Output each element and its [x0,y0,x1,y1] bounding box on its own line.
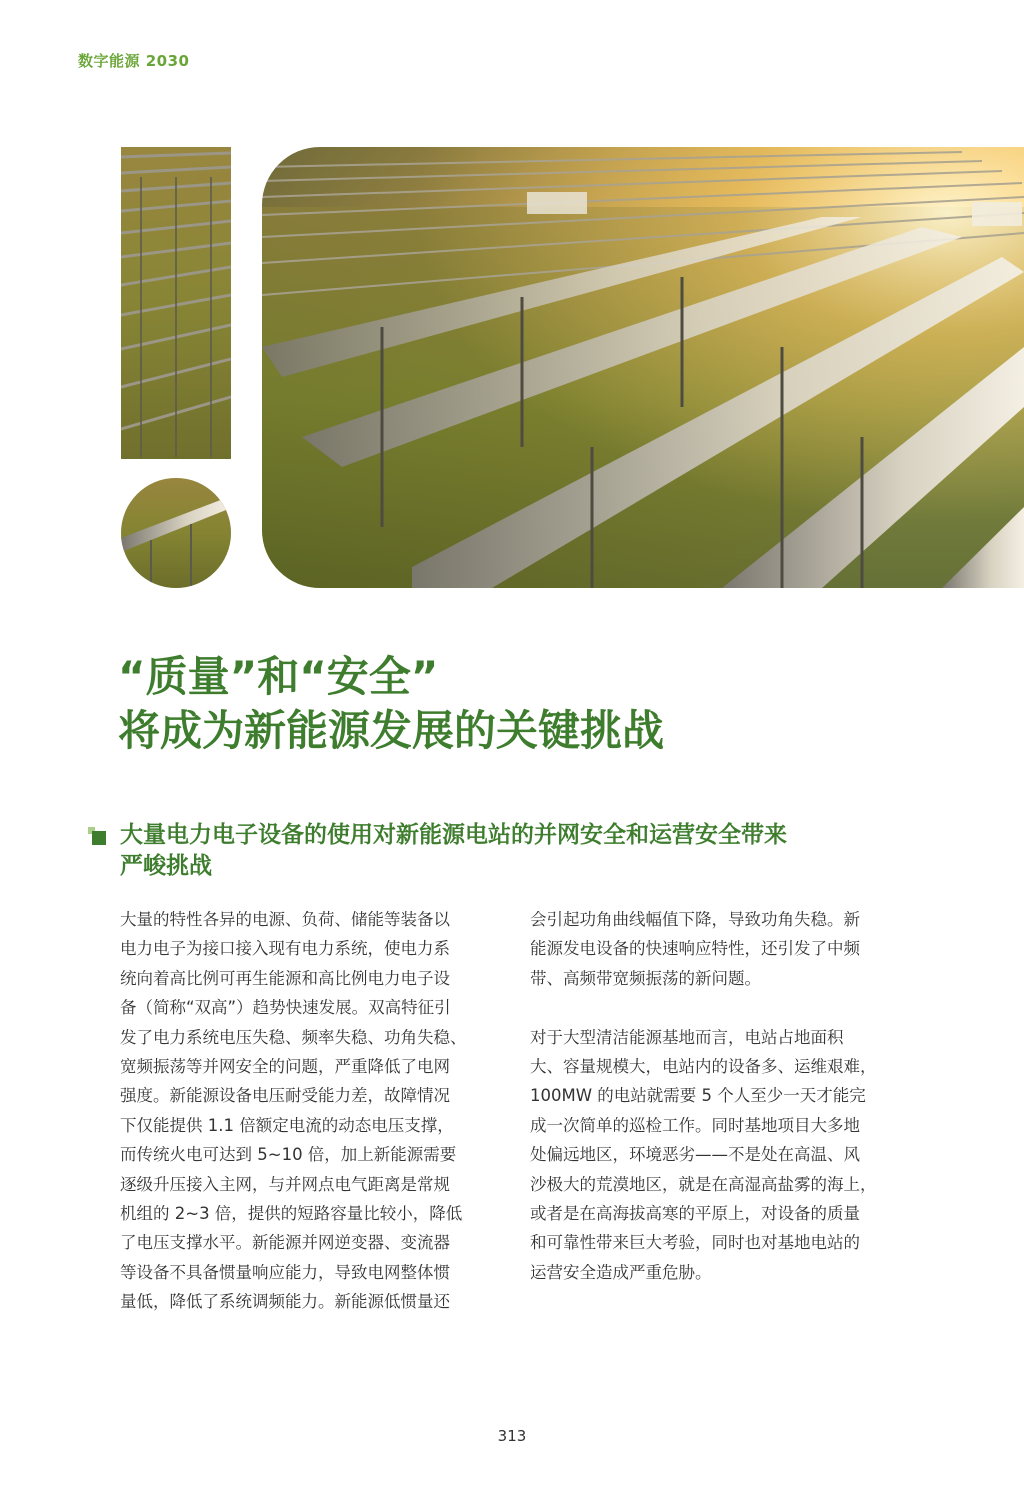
page-number: 313 [497,1427,527,1445]
section-heading-line-2: 严峻挑战 [120,853,212,879]
body-line: 带、高频带宽频振荡的新问题。 [530,968,761,988]
body-line: 备（简称“双高”）趋势快速发展。双高特征引 [120,998,451,1018]
body-line: 下仅能提供 1.1 倍额定电流的动态电压支撑， [120,1115,454,1135]
body-paragraph [530,905,910,993]
section-heading-text [120,820,928,882]
body-line: 成一次简单的巡检工作。同时基地项目大多地 [530,1115,860,1135]
body-line: 强度。新能源设备电压耐受能力差，故障情况 [120,1086,450,1106]
paragraph-gap [530,993,910,1022]
page-title [118,650,664,758]
solar-farm-photo-main [262,147,1024,588]
body-column-left [120,905,500,1317]
body-line: 处偏远地区，环境恶劣——不是处在高温、风 [530,1145,860,1165]
body-line: 电力电子为接口接入现有电力系统，使电力系 [120,939,450,959]
body-line: 机组的 2~3 倍，提供的短路容量比较小，降低 [120,1204,463,1224]
section-heading [88,820,928,882]
body-line: 逐级升压接入主网，与并网点电气距离是常规 [120,1174,450,1194]
body-column-right [530,905,910,1287]
body-line: 能源发电设备的快速响应特性，还引发了中频 [530,939,860,959]
solar-farm-photo-strip [121,147,231,459]
body-line: 会引起功角曲线幅值下降，导致功角失稳。新 [530,910,860,929]
body-line: 量低，降低了系统调频能力。新能源低惯量还 [120,1292,450,1312]
body-line: 了电压支撑水平。新能源并网逆变器、变流器 [120,1233,450,1253]
body-paragraph [530,1023,910,1288]
body-line: 发了电力系统电压失稳、频率失稳、功角失稳、 [120,1027,467,1047]
body-line: 宽频振荡等并网安全的问题，严重降低了电网 [120,1057,450,1077]
body-line: 沙极大的荒漠地区，就是在高湿高盐雾的海上， [530,1174,877,1194]
running-header: 数字能源 2030 [78,52,190,70]
body-line: 大、容量规模大，电站内的设备多、运维艰难， [530,1057,877,1077]
solar-farm-photo-circle [121,478,231,588]
body-line: 对于大型清洁能源基地而言，电站占地面积 [530,1027,844,1047]
body-line: 大量的特性各异的电源、负荷、储能等装备以 [120,910,450,929]
page-title-line-1: “质量”和“安全” [118,652,439,701]
page-title-line-2: 将成为新能源发展的关键挑战 [118,706,665,755]
body-line: 等设备不具备惯量响应能力，导致电网整体惯 [120,1262,450,1282]
square-bullet-icon [88,827,106,845]
body-line: 而传统火电可达到 5~10 倍，加上新能源需要 [120,1145,457,1165]
body-line: 运营安全造成严重危胁。 [530,1262,712,1282]
body-line: 100MW 的电站就需要 5 个人至少一天才能完 [530,1086,866,1106]
body-line: 统向着高比例可再生能源和高比例电力电子设 [120,968,450,988]
section-heading-line-1: 大量电力电子设备的使用对新能源电站的并网安全和运营安全带来 [120,822,787,848]
body-paragraph [120,905,500,1317]
body-line: 和可靠性带来巨大考验，同时也对基地电站的 [530,1233,860,1253]
body-line: 或者是在高海拔高寒的平原上，对设备的质量 [530,1204,860,1224]
